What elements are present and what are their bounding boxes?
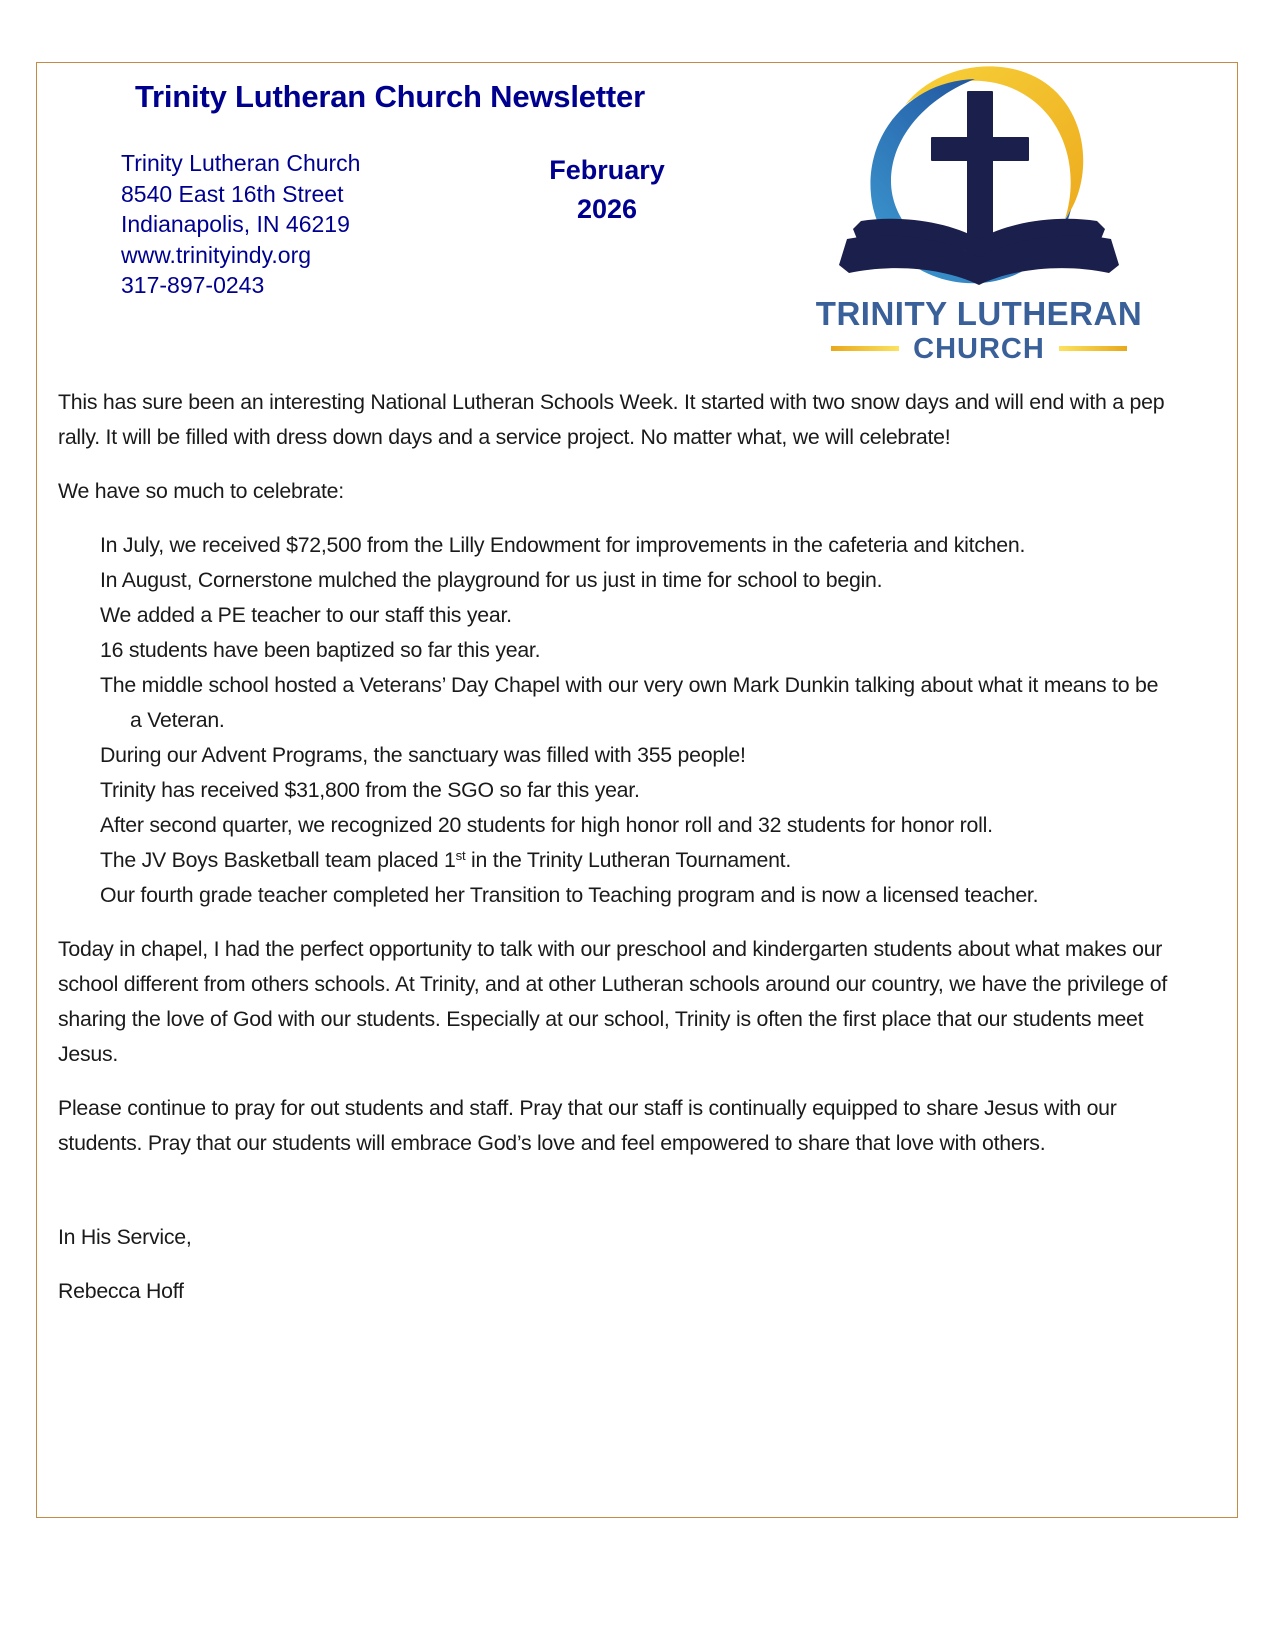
logo-rule-right <box>1059 346 1127 351</box>
newsletter-header <box>37 63 1237 363</box>
address-street: 8540 East 16th Street <box>121 180 344 207</box>
issue-year: 2026 <box>576 194 638 224</box>
logo-wordmark-line2: CHURCH <box>913 333 1045 363</box>
address-city-state-zip: Indianapolis, IN 46219 <box>121 211 350 237</box>
list-item: During our Advent Programs, the sanctuary was filled with 355 people! <box>100 743 746 767</box>
page-title: Trinity Lutheran Church Newsletter <box>135 79 645 114</box>
list-item: The middle school hosted a Veterans’ Day Chapel with our very own Mark Dunkin talking about what it means to be a Veteran. <box>100 673 1159 732</box>
church-address-block <box>121 148 360 301</box>
letter-body <box>58 385 1168 1328</box>
ordinal-suffix: st <box>455 847 466 863</box>
issue-date <box>492 151 722 229</box>
logo-rule-left <box>831 346 899 351</box>
list-item: In August, Cornerstone mulched the playground for us just in time for school to begin. <box>100 568 883 592</box>
paragraph-prayer: Please continue to pray for out students and staff. Pray that our staff is continually equipped to share Jesus with our students. Pray that our students will embrace God’s love and feel empowered to share that love with others. <box>58 1096 1117 1155</box>
trinity-lutheran-church-logo <box>779 43 1179 363</box>
basketball-text-after: in the Trinity Lutheran Tournament. <box>465 848 792 872</box>
logo-wordmark-line1: TRINITY LUTHERAN <box>815 295 1143 332</box>
address-website-link[interactable]: www.trinityindy.org <box>121 241 312 268</box>
newsletter-page <box>36 62 1238 1518</box>
list-item: Our fourth grade teacher completed her Transition to Teaching program and is now a licensed teacher. <box>100 883 1039 907</box>
issue-month: February <box>549 155 665 185</box>
list-item: Trinity has received $31,800 from the SGO so far this year. <box>100 778 640 802</box>
list-item: After second quarter, we recognized 20 students for high honor roll and 32 students for honor roll. <box>100 813 993 837</box>
paragraph-celebrate-lead: We have so much to celebrate: <box>58 479 344 503</box>
closing-line: In His Service, <box>58 1225 192 1249</box>
list-item-basketball <box>58 843 1168 878</box>
address-church-name: Trinity Lutheran Church <box>121 150 361 176</box>
paragraph-intro: This has sure been an interesting National Lutheran Schools Week. It started with two snow days and will end with a pep rally. It will be filled with dress down days and a service project. No matter what, we will celebrate! <box>58 390 1165 449</box>
list-item: We added a PE teacher to our staff this year. <box>100 603 512 627</box>
paragraph-chapel: Today in chapel, I had the perfect opportunity to talk with our preschool and kindergarten students about what makes our school different from others schools. At Trinity, and at other Lutheran schools around our country, we have the privilege of sharing the love of God with our students. Especially at our school, Trinity is often the first place that our students meet Jesus. <box>58 937 1168 1066</box>
address-phone: 317-897-0243 <box>121 272 265 298</box>
basketball-text-before: The JV Boys Basketball team placed 1 <box>100 848 456 872</box>
list-item: In July, we received $72,500 from the Lilly Endowment for improvements in the cafeteria and kitchen. <box>100 533 1026 557</box>
signature-name: Rebecca Hoff <box>58 1279 184 1303</box>
celebrations-list <box>58 528 1168 913</box>
signature-spacer <box>58 1180 1168 1220</box>
list-item: 16 students have been baptized so far this year. <box>100 638 541 662</box>
